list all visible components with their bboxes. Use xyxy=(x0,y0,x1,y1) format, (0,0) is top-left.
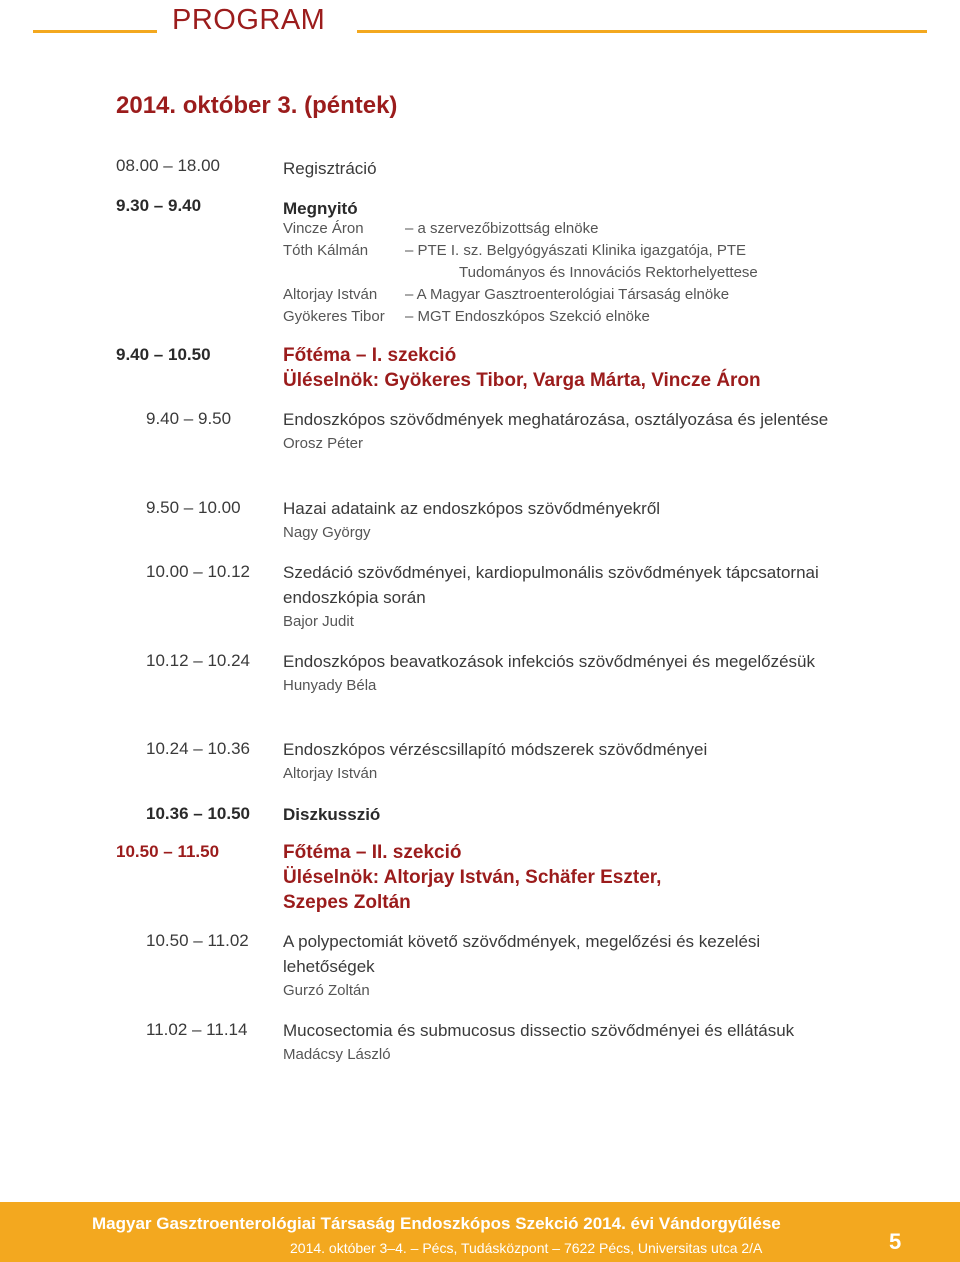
presidium-role: – PTE I. sz. Belgyógyászati Klinika igazgatója, PTE xyxy=(405,242,746,259)
presidium-name: Altorjay István xyxy=(283,286,378,303)
header-rule-left xyxy=(33,30,157,33)
talk-speaker: Madácsy László xyxy=(283,1046,391,1063)
talk-speaker: Nagy György xyxy=(283,524,371,541)
section-title: Főtéma – II. szekció xyxy=(283,842,462,863)
talk-speaker: Gurzó Zoltán xyxy=(283,982,370,999)
presidium-name: Vincze Áron xyxy=(283,220,364,237)
section-title: Főtéma – I. szekció xyxy=(283,345,457,366)
time-label: 10.00 – 10.12 xyxy=(146,562,250,581)
talk-title: Endoszkópos beavatkozások infekciós szövődményei és megelőzésük xyxy=(283,652,816,671)
program-title: Megnyitó xyxy=(283,199,358,218)
presidium-role-continued: Tudományos és Innovációs Rektorhelyettese xyxy=(459,264,758,281)
time-label: 10.50 – 11.02 xyxy=(146,931,249,950)
footer-title: Magyar Gasztroenterológiai Társaság Endoszkópos Szekció 2014. évi Vándorgyűlése xyxy=(92,1214,781,1233)
talk-title: Hazai adataink az endoszkópos szövődményekről xyxy=(283,499,661,518)
presidium-name: Gyökeres Tibor xyxy=(283,308,385,325)
talk-title: Endoszkópos szövődmények meghatározása, osztályozása és jelentése xyxy=(283,410,829,429)
footer-bar xyxy=(0,1202,960,1262)
presidium-role: – A Magyar Gasztroenterológiai Társaság elnöke xyxy=(405,286,730,303)
page-title: PROGRAM xyxy=(172,4,326,36)
time-label: 9.50 – 10.00 xyxy=(146,498,241,517)
time-label: 9.30 – 9.40 xyxy=(116,196,202,215)
time-label: 10.12 – 10.24 xyxy=(146,651,250,670)
talk-speaker: Bajor Judit xyxy=(283,613,354,630)
header-rule-right xyxy=(357,30,927,33)
time-label: 10.24 – 10.36 xyxy=(146,739,250,758)
page-number: 5 xyxy=(889,1229,902,1254)
talk-title: A polypectomiát követő szövődmények, megelőzési és kezelési lehetőségek xyxy=(283,932,761,976)
talk-title: Endoszkópos vérzéscsillapító módszerek szövődményei xyxy=(283,740,708,759)
presidium-role: – MGT Endoszkópos Szekció elnöke xyxy=(405,308,650,325)
time-label: 11.02 – 11.14 xyxy=(146,1020,248,1039)
program-title: Diszkusszió xyxy=(283,805,381,824)
time-label: 10.50 – 11.50 xyxy=(116,842,220,861)
talk-speaker: Altorjay István xyxy=(283,765,378,782)
date-heading: 2014. október 3. (péntek) xyxy=(116,92,398,119)
time-label: 9.40 – 9.50 xyxy=(146,409,232,428)
footer-subtitle: 2014. október 3–4. – Pécs, Tudásközpont – 7622 Pécs, Universitas utca 2/A xyxy=(290,1240,763,1256)
time-label: 9.40 – 10.50 xyxy=(116,345,211,364)
time-label: 10.36 – 10.50 xyxy=(146,804,250,823)
talk-title: Szedáció szövődményei, kardiopulmonális szövődmények tápcsatornai endoszkópia során xyxy=(283,563,819,607)
talk-speaker: Orosz Péter xyxy=(283,435,364,452)
talk-title: Mucosectomia és submucosus dissectio szövődményei és ellátásuk xyxy=(283,1021,795,1040)
presidium-role: – a szervezőbizottság elnöke xyxy=(405,220,599,237)
section-chairs: Üléselnök: Altorjay István, Schäfer Eszter, Szepes Zoltán xyxy=(283,867,662,913)
time-label: 08.00 – 18.00 xyxy=(116,156,220,175)
presidium-name: Tóth Kálmán xyxy=(283,242,369,259)
program-title: Regisztráció xyxy=(283,159,377,178)
talk-speaker: Hunyady Béla xyxy=(283,677,377,694)
section-chairs: Üléselnök: Gyökeres Tibor, Varga Márta, Vincze Áron xyxy=(283,370,761,391)
